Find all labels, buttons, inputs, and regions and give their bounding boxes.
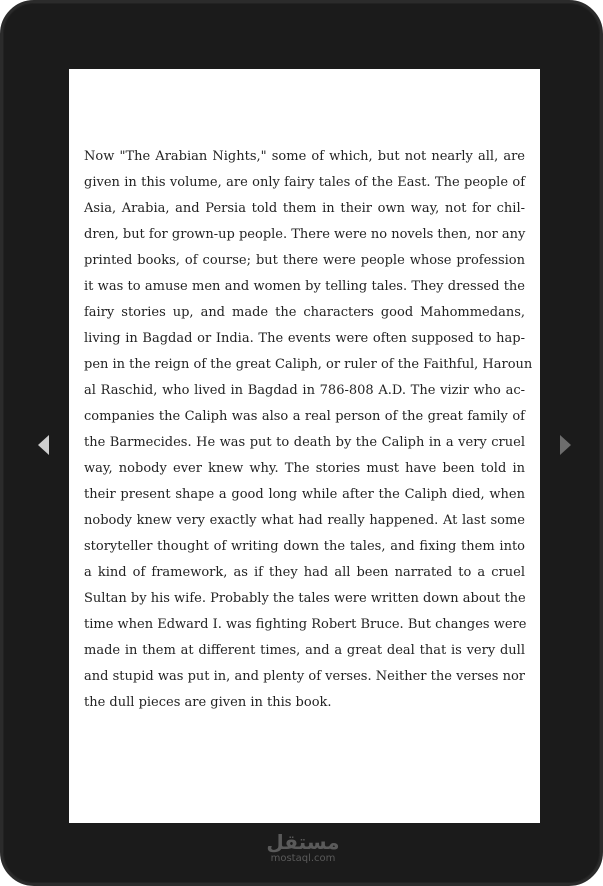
text-line: nobody knew very exactly what had really happened. At last some — [84, 513, 525, 528]
text-line: it was to amuse men and women by telling tales. They dressed the — [84, 279, 525, 294]
page-text — [84, 144, 533, 716]
text-line: pen in the reign of the great Caliph, or ruler of the Faithful, Haroun — [84, 357, 533, 372]
text-line: given in this volume, are only fairy tales of the East. The people of — [84, 175, 525, 190]
text-line: al Raschid, who lived in Bagdad in 786-808 A.D. The vizir who ac- — [84, 383, 525, 398]
text-line: dren, but for grown-up people. There were no novels then, nor any — [84, 227, 526, 242]
text-line: storyteller thought of writing down the tales, and fixing them into — [84, 539, 525, 554]
text-line: time when Edward I. was fighting Robert Bruce. But changes were — [84, 617, 527, 632]
previous-page-arrow-icon[interactable] — [38, 435, 49, 455]
text-line: living in Bagdad or India. The events were often supposed to hap- — [84, 331, 525, 346]
watermark-arabic: مستقل — [266, 830, 340, 854]
text-line: made in them at different times, and a great deal that is very dull — [84, 643, 525, 658]
watermark-latin: mostaql.com — [270, 853, 336, 864]
watermark-logo — [233, 831, 373, 865]
text-line: and stupid was put in, and plenty of verses. Neither the verses nor — [84, 669, 525, 684]
text-line: companies the Caliph was also a real person of the great family of — [84, 409, 525, 424]
text-line: the dull pieces are given in this book. — [84, 695, 332, 710]
text-line: a kind of framework, as if they had all been narrated to a cruel — [84, 565, 525, 580]
text-line: printed books, of course; but there were people whose profession — [84, 253, 525, 268]
text-line: fairy stories up, and made the characters good Mahommedans, — [84, 305, 525, 320]
text-line: Asia, Arabia, and Persia told them in their own way, not for chil- — [84, 201, 525, 216]
text-line: Now "The Arabian Nights," some of which, but not nearly all, are — [84, 149, 525, 164]
text-line: the Barmecides. He was put to death by the Caliph in a very cruel — [84, 435, 525, 450]
text-line: their present shape a good long while after the Caliph died, when — [84, 487, 525, 502]
next-page-arrow-icon[interactable] — [560, 435, 571, 455]
book-page — [69, 69, 540, 823]
text-line: way, nobody ever knew why. The stories must have been told in — [84, 461, 525, 476]
text-line: Sultan by his wife. Probably the tales were written down about the — [84, 591, 526, 606]
